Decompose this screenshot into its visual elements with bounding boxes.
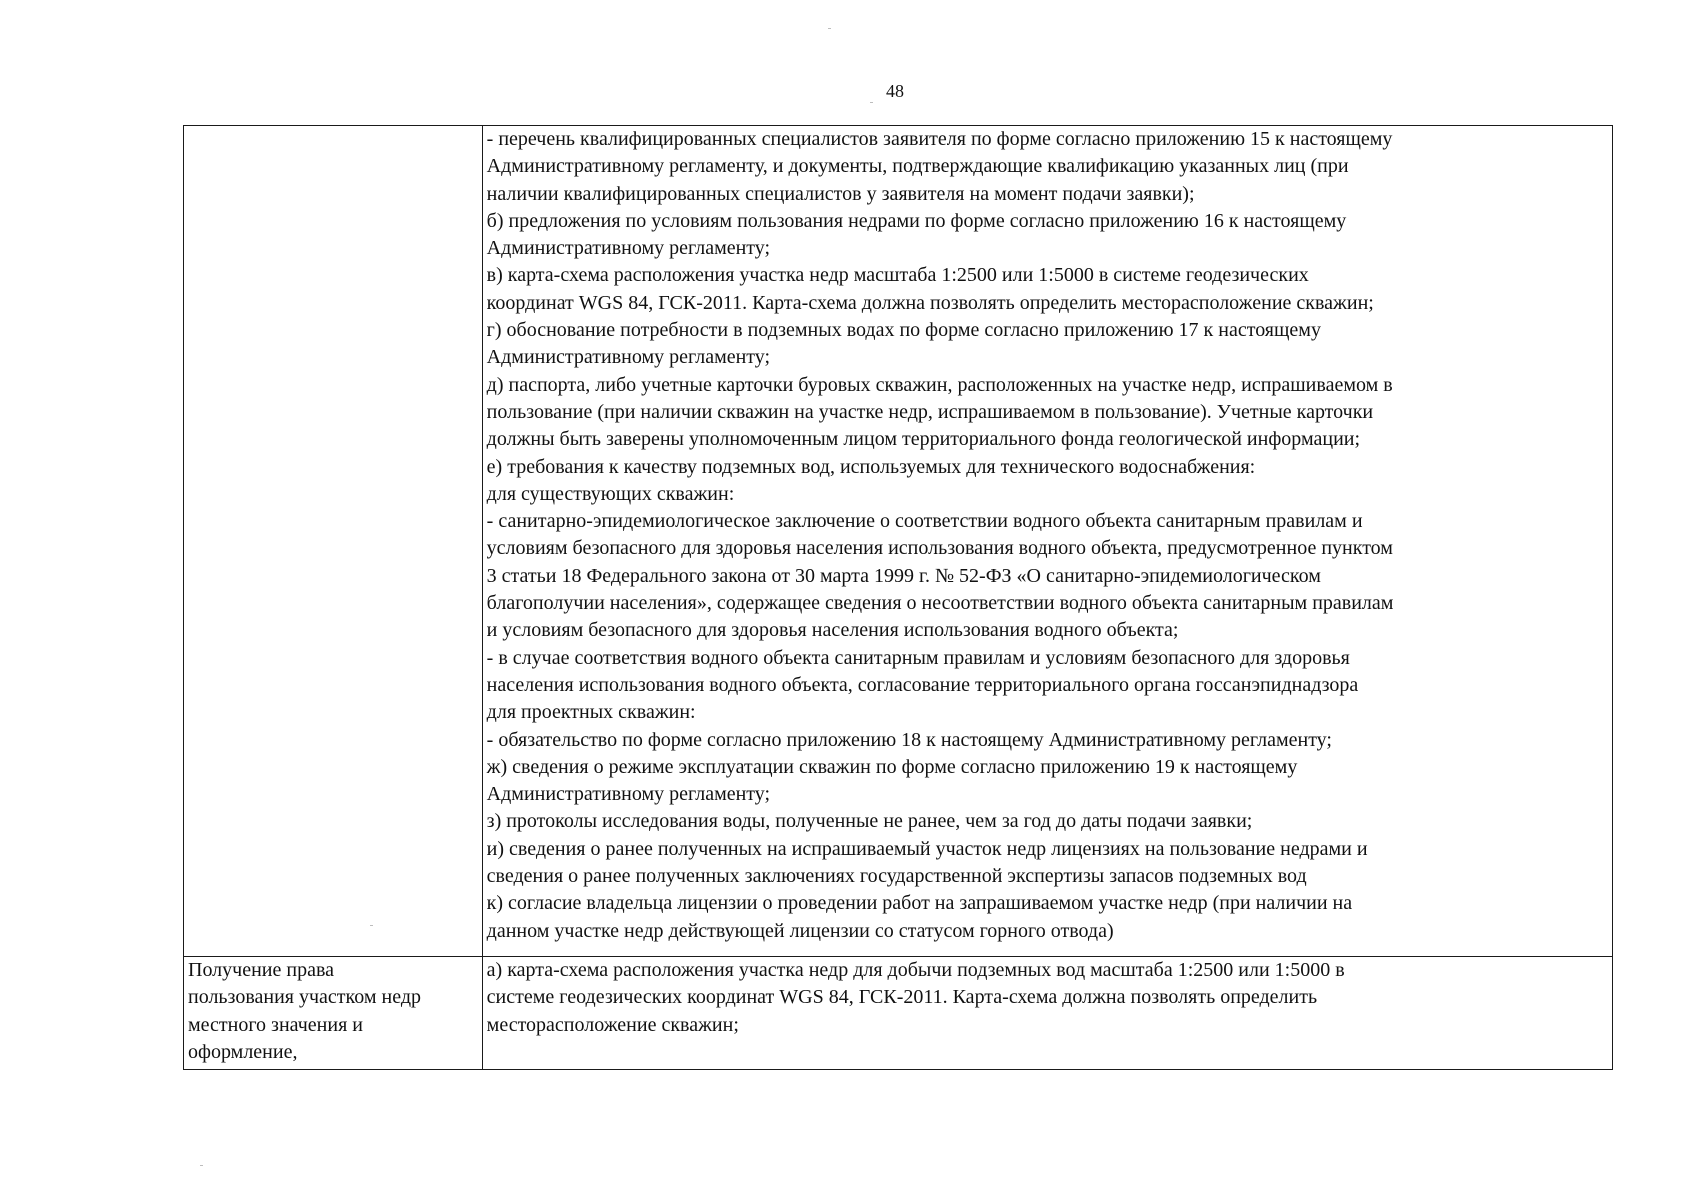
text-line: а) карта-схема расположения участка недр для добычи подземных вод масштаба 1:2500 или 1:5000 в <box>486 959 1345 981</box>
requirements-table <box>183 125 1613 1070</box>
text-line: Получение права <box>188 959 335 981</box>
text-line: населения использования водного объекта, согласование территориального органа госсанэпиднадзора <box>486 673 1359 696</box>
scan-speck <box>200 1165 203 1166</box>
text-line: Административному регламенту; <box>486 346 771 369</box>
text-line: и) сведения о ранее полученных на испрашиваемый участок недр лицензиях на пользование недрами и <box>486 837 1368 860</box>
service-name-cell <box>184 126 483 957</box>
text-line: - перечень квалифицированных специалистов заявителя по форме согласно приложению 15 к настоящему <box>486 128 1393 150</box>
text-line: координат WGS 84, ГСК-2011. Карта-схема должна позволять определить месторасположение скважин; <box>486 291 1374 314</box>
text-line: сведения о ранее полученных заключениях государственной экспертизы запасов подземных вод <box>486 865 1307 888</box>
text-line: для существующих скважин: <box>486 482 735 505</box>
text-line: в) карта-схема расположения участка недр масштаба 1:2500 или 1:5000 в системе геодезических <box>486 264 1309 287</box>
text-line: к) согласие владельца лицензии о проведении работ на запрашиваемом участке недр (при наличии на <box>486 892 1353 915</box>
text-line: системе геодезических координат WGS 84, ГСК-2011. Карта-схема должна позволять определить <box>486 986 1318 1009</box>
text-line: оформление, <box>188 1040 298 1063</box>
text-line: условиям безопасного для здоровья населения использования водного объекта, предусмотренное пунктом <box>486 537 1393 560</box>
text-line: Административному регламенту, и документы, подтверждающие квалификацию указанных лиц (при <box>486 155 1349 178</box>
text-line: наличии квалифицированных специалистов у заявителя на момент подачи заявки); <box>486 182 1195 205</box>
scan-speck <box>370 925 373 926</box>
text-line: - санитарно-эпидемиологическое заключение о соответствии водного объекта санитарным правилам и <box>486 510 1363 533</box>
text-line: - обязательство по форме согласно приложению 18 к настоящему Административному регламенту; <box>486 728 1332 751</box>
text-line: г) обоснование потребности в подземных водах по форме согласно приложению 17 к настоящему <box>486 319 1321 342</box>
documents-cell <box>482 126 1612 957</box>
text-line: и условиям безопасного для здоровья населения использования водного объекта; <box>486 619 1179 642</box>
text-line: з) протоколы исследования воды, полученные не ранее, чем за год до даты подачи заявки; <box>486 810 1253 833</box>
text-line: Административному регламенту; <box>486 237 771 260</box>
page-number: 48 <box>886 81 904 101</box>
text-line: е) требования к качеству подземных вод, используемых для технического водоснабжения: <box>486 455 1256 478</box>
text-line: для проектных скважин: <box>486 701 696 724</box>
text-line: б) предложения по условиям пользования недрами по форме согласно приложению 16 к настоящему <box>486 209 1347 232</box>
text-line: данном участке недр действующей лицензии со статусом горного отвода) <box>486 919 1114 942</box>
table-row <box>184 957 1613 1070</box>
documents-cell <box>482 957 1612 1070</box>
service-name-cell <box>184 957 483 1070</box>
text-line: благополучии населения», содержащее сведения о несоответствии водного объекта санитарным правилам <box>486 592 1394 615</box>
text-line: месторасположение скважин; <box>486 1013 739 1036</box>
text-line: пользования участком недр <box>188 986 422 1009</box>
text-line: пользование (при наличии скважин на участке недр, испрашиваемом в пользование). Учетные карточки <box>486 400 1374 423</box>
text-line: ж) сведения о режиме эксплуатации скважин по форме согласно приложению 19 к настоящему <box>486 755 1298 778</box>
text-line: - в случае соответствия водного объекта санитарным правилам и условиям безопасного для здоровья <box>486 646 1350 669</box>
scan-speck <box>828 28 831 29</box>
text-line: Административному регламенту; <box>486 783 771 806</box>
text-line: д) паспорта, либо учетные карточки буровых скважин, расположенных на участке недр, испрашиваемом в <box>486 373 1393 396</box>
table-row <box>184 126 1613 957</box>
text-line: 3 статьи 18 Федерального закона от 30 марта 1999 г. № 52-ФЗ «О санитарно-эпидемиологическом <box>486 564 1321 587</box>
text-line: местного значения и <box>188 1013 363 1036</box>
text-line: должны быть заверены уполномоченным лицом территориального фонда геологической информации; <box>486 428 1361 451</box>
scan-speck <box>870 102 873 103</box>
